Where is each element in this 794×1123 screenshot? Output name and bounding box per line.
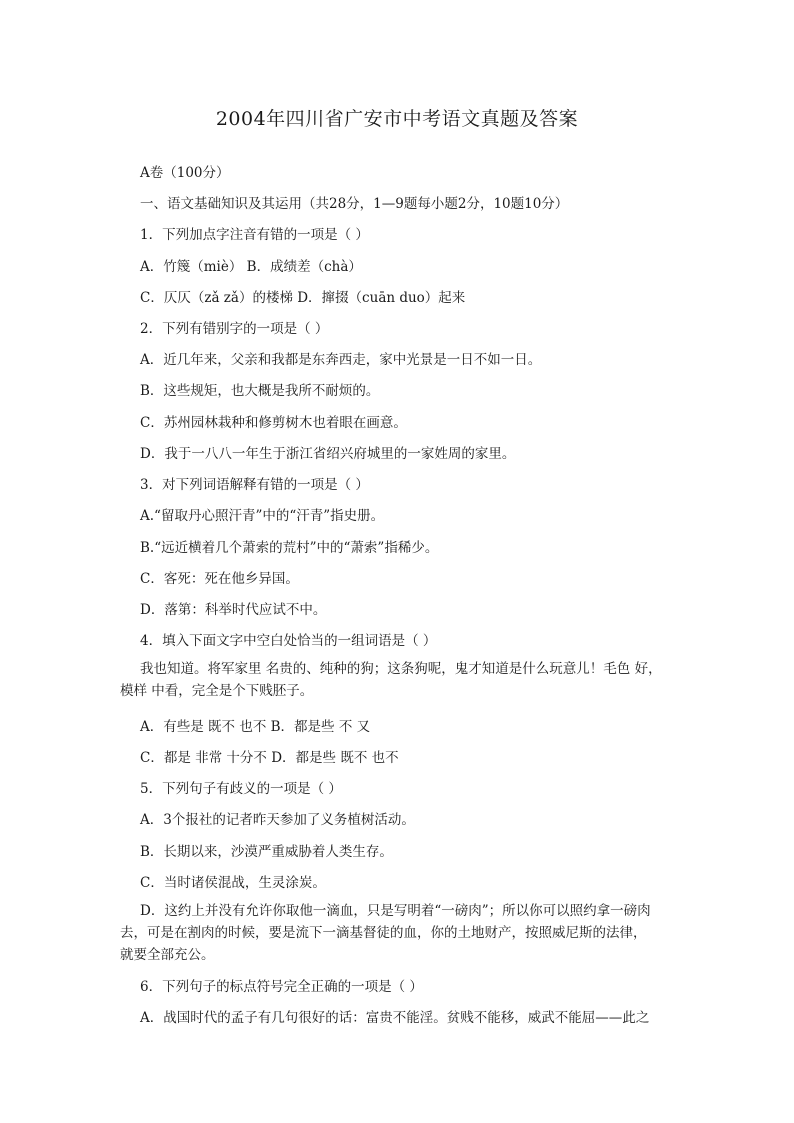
q4-options-ab: A．有些是 既不 也不 B．都是些 不 又 — [140, 719, 371, 735]
q5-stem: 5．下列句子有歧义的一项是（ ） — [140, 781, 342, 797]
q4-options-cd: C．都是 非常 十分不 D．都是些 既不 也不 — [140, 750, 399, 766]
q5-option-d — [120, 900, 680, 966]
q5-option-c: C．当时诸侯混战，生灵涂炭。 — [140, 875, 326, 891]
q5-option-a: A．3个报社的记者昨天参加了义务植树活动。 — [140, 812, 415, 828]
part-one-heading: 一、语文基础知识及其运用（共28分，1—9题每小题2分，10题10分） — [140, 196, 569, 212]
q2-stem: 2．下列有错别字的一项是（ ） — [140, 321, 329, 337]
q3-stem: 3．对下列词语解释有错的一项是（ ） — [140, 477, 369, 493]
q6-option-a: A．战国时代的孟子有几句很好的话：富贵不能淫。贫贱不能移，威武不能屈——此之 — [140, 1010, 650, 1026]
q2-option-b: B．这些规矩，也大概是我所不耐烦的。 — [140, 383, 380, 399]
q3-option-c: C．客死：死在他乡异国。 — [140, 571, 299, 587]
q1-stem: 1．下列加点字注音有错的一项是（ ） — [140, 227, 369, 243]
q4-passage-line-1: 我也知道。将军家里 名贵的、纯种的狗；这条狗呢，鬼才知道是什么玩意儿！毛色 好， — [140, 661, 662, 677]
section-a-heading: A卷（100分） — [140, 165, 230, 181]
q4-stem: 4．填入下面文字中空白处恰当的一组词语是（ ） — [140, 633, 437, 649]
q2-option-c: C．苏州园林栽种和修剪树木也着眼在画意。 — [140, 415, 407, 431]
q3-option-b: B.“远近横着几个萧索的荒村”中的“萧索”指稀少。 — [140, 540, 439, 556]
q5-option-b: B．长期以来，沙漠严重威胁着人类生存。 — [140, 844, 393, 860]
q4-passage — [120, 658, 680, 702]
q3-option-a: A.“留取丹心照汗青”中的“汗青”指史册。 — [140, 508, 385, 524]
q4-passage-line-2: 模样 中看，完全是个下贱胚子。 — [120, 683, 314, 699]
q5-option-d-line-1: D．这约上并没有允许你取他一滴血，只是写明着“一磅肉”；所以你可以照约拿一磅肉 — [140, 903, 651, 919]
page-title: 2004年四川省广安市中考语文真题及答案 — [215, 108, 579, 130]
q6-stem: 6．下列句子的标点符号完全正确的一项是（ ） — [140, 979, 423, 995]
q5-option-d-line-2: 去，可是在割肉的时候，要是流下一滴基督徒的血，你的土地财产，按照威尼斯的法律， — [120, 925, 647, 941]
q1-options-ab: A．竹篾（miè） B．成绩差（chà） — [140, 259, 362, 275]
q5-option-d-line-3: 就要全部充公。 — [120, 947, 215, 963]
q3-option-d: D．落第：科举时代应试不中。 — [140, 602, 327, 618]
q2-option-d: D．我于一八八一年生于浙江省绍兴府城里的一家姓周的家里。 — [140, 446, 516, 462]
q2-option-a: A．近几年来，父亲和我都是东奔西走，家中光景是一日不如一日。 — [140, 352, 542, 368]
q1-options-cd: C．仄仄（zǎ zǎ）的楼梯 D．撺掇（cuān duo）起来 — [140, 290, 466, 306]
